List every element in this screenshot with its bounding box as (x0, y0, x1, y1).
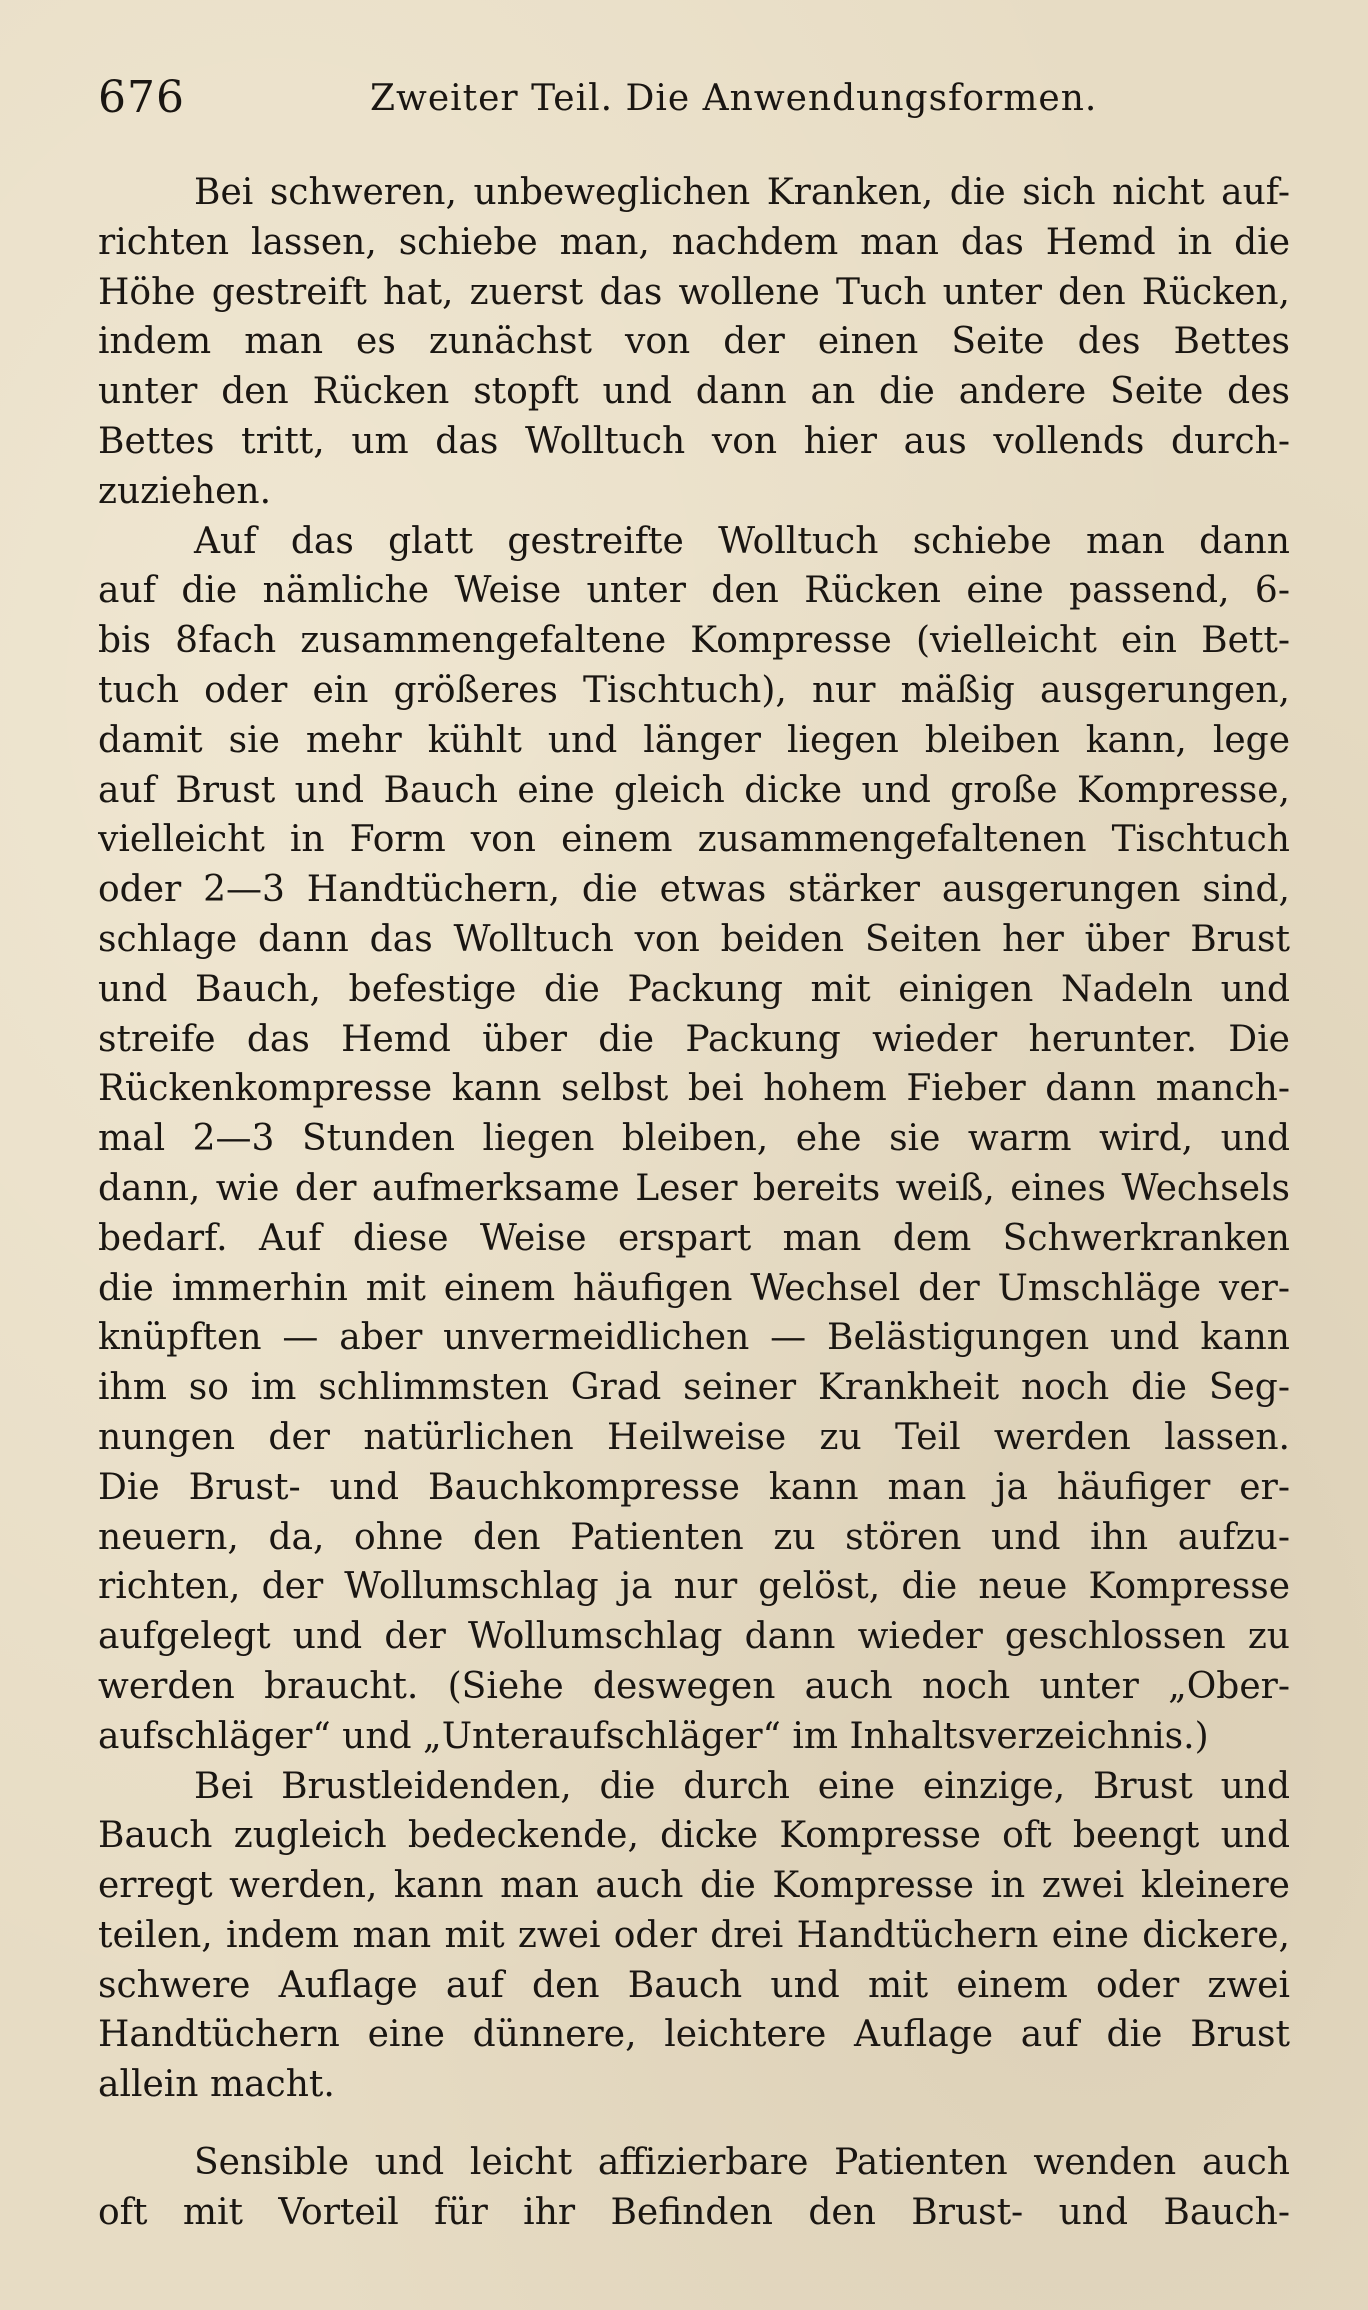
text-line: auf Brust und Bauch eine gleich dicke und große Kompresse, (98, 769, 1290, 811)
text-line: auf die nämliche Weise unter den Rücken eine passend, 6- (98, 570, 1290, 612)
text-line: und Bauch, befestige die Packung mit einigen Nadeln und (98, 968, 1290, 1010)
paragraph-gap (98, 2110, 1290, 2138)
text-line: die immerhin mit einem häufigen Wechsel der Umschläge ver- (98, 1267, 1290, 1309)
paragraph (98, 1762, 1290, 2111)
text-line: bis 8fach zusammengefaltene Kompresse (vielleicht ein Bett- (98, 620, 1290, 662)
text-line: bedarf. Auf diese Weise erspart man dem Schwerkranken (98, 1217, 1290, 1259)
text-line: zuziehen. (98, 470, 272, 512)
text-line: werden braucht. (Siehe deswegen auch noch unter „Ober- (98, 1665, 1290, 1707)
text-line: schlage dann das Wolltuch von beiden Seiten her über Brust (98, 918, 1290, 960)
text-line: Auf das glatt gestreifte Wolltuch schiebe man dann (194, 520, 1290, 562)
text-line: unter den Rücken stopft und dann an die andere Seite des (98, 371, 1290, 413)
text-line: aufschläger“ und „Unteraufschläger“ im Inhaltsverzeichnis.) (98, 1715, 1209, 1757)
paragraph (98, 168, 1290, 517)
text-line: indem man es zunächst von der einen Seite des Bettes (98, 321, 1290, 363)
body-text (98, 168, 1290, 2238)
page-number: 676 (98, 72, 185, 123)
page-header (98, 72, 1278, 132)
text-line: dann, wie der aufmerksame Leser bereits weiß, eines Wechsels (98, 1167, 1290, 1209)
text-line: damit sie mehr kühlt und länger liegen bleiben kann, lege (98, 719, 1290, 761)
text-line: oder 2—3 Handtüchern, die etwas stärker ausgerungen sind, (98, 869, 1290, 911)
text-line: streife das Hemd über die Packung wieder herunter. Die (98, 1018, 1290, 1060)
text-line: oft mit Vorteil für ihr Befinden den Brust- und Bauch- (98, 2191, 1290, 2233)
paragraph (98, 517, 1290, 1762)
text-line: Höhe gestreift hat, zuerst das wollene Tuch unter den Rücken, (98, 271, 1290, 313)
text-line: Rückenkompresse kann selbst bei hohem Fieber dann manch- (98, 1068, 1290, 1110)
paragraph (98, 2138, 1290, 2238)
text-line: mal 2—3 Stunden liegen bleiben, ehe sie warm wird, und (98, 1118, 1290, 1160)
text-line: nungen der natürlichen Heilweise zu Teil werden lassen. (98, 1416, 1290, 1458)
text-line: Die Brust- und Bauchkompresse kann man ja häufiger er- (98, 1466, 1290, 1508)
text-line: knüpften — aber unvermeidlichen — Belästigungen und kann (98, 1317, 1290, 1359)
running-head: Zweiter Teil. Die Anwendungsformen. (370, 78, 1098, 119)
text-line: richten, der Wollumschlag ja nur gelöst, die neue Kompresse (98, 1566, 1290, 1608)
text-line: Bauch zugleich bedeckende, dicke Kompresse oft beengt und (98, 1815, 1290, 1857)
text-line: tuch oder ein größeres Tischtuch), nur mäßig ausgerungen, (98, 669, 1290, 711)
text-line: erregt werden, kann man auch die Kompresse in zwei kleinere (98, 1865, 1290, 1907)
text-line: Handtüchern eine dünnere, leichtere Auflage auf die Brust (98, 2014, 1290, 2056)
text-line: schwere Auflage auf den Bauch und mit einem oder zwei (98, 1964, 1290, 2006)
text-line: Bettes tritt, um das Wolltuch von hier aus vollends durch- (98, 420, 1290, 462)
text-line: vielleicht in Form von einem zusammengefaltenen Tischtuch (98, 819, 1290, 861)
text-line: allein macht. (98, 2064, 335, 2106)
text-line: teilen, indem man mit zwei oder drei Handtüchern eine dickere, (98, 1914, 1290, 1956)
text-line: neuern, da, ohne den Patienten zu stören und ihn aufzu- (98, 1516, 1290, 1558)
text-line: Bei schweren, unbeweglichen Kranken, die sich nicht auf- (194, 172, 1290, 213)
text-line: richten lassen, schiebe man, nachdem man das Hemd in die (98, 221, 1290, 263)
text-line: Sensible und leicht affizierbare Patienten wenden auch (194, 2142, 1290, 2184)
text-line: aufgelegt und der Wollumschlag dann wieder geschlossen zu (98, 1616, 1290, 1658)
text-line: Bei Brustleidenden, die durch eine einzige, Brust und (194, 1765, 1290, 1807)
text-line: ihm so im schlimmsten Grad seiner Krankheit noch die Seg- (98, 1367, 1290, 1409)
